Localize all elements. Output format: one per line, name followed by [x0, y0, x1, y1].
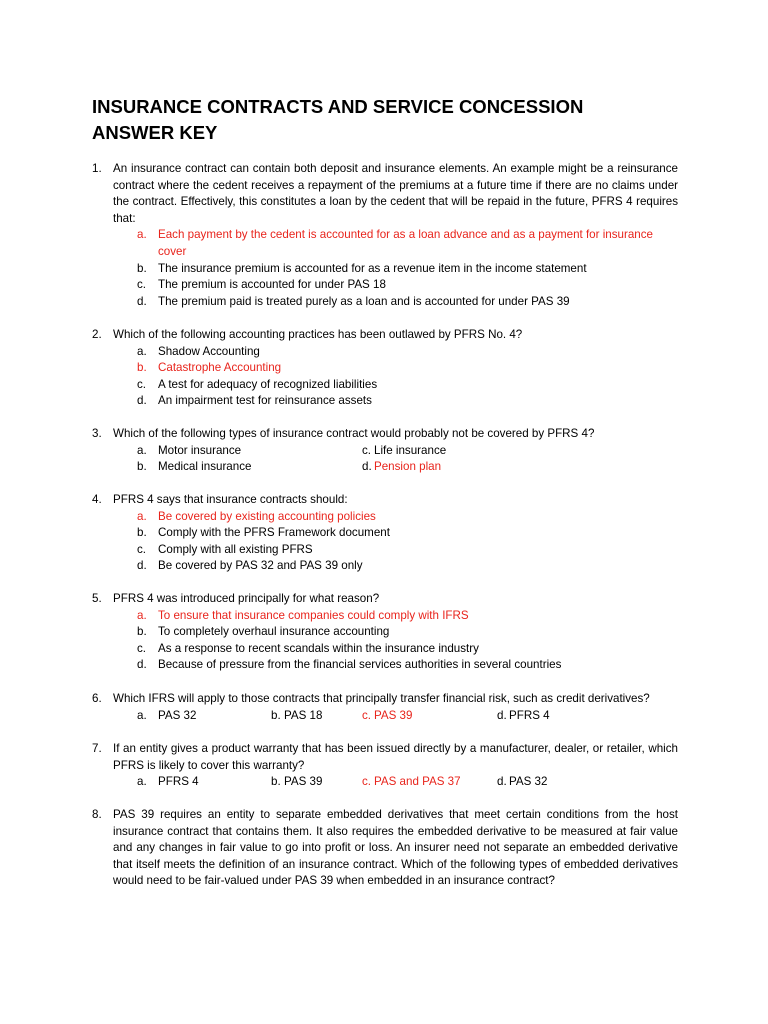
question-text: Which of the following types of insurance contract would probably not be covered by PFRS 4?	[113, 427, 595, 440]
option	[137, 261, 678, 278]
option-text: A test for adequacy of recognized liabilities	[158, 377, 378, 391]
option	[137, 558, 678, 575]
question-8	[92, 807, 678, 890]
option-text: The insurance premium is accounted for as a revenue item in the income statement	[158, 261, 587, 275]
option-text: Comply with the PFRS Framework document	[158, 526, 390, 540]
question-number: 2.	[92, 328, 102, 341]
options-list	[137, 608, 678, 674]
options-list	[137, 227, 678, 310]
question-2	[92, 327, 678, 410]
option-text: Life insurance	[374, 443, 447, 457]
option-letter: d.	[497, 775, 507, 789]
option	[137, 525, 678, 542]
question-number: 6.	[92, 692, 102, 705]
option	[137, 657, 678, 674]
question-1	[92, 161, 678, 310]
option-text-correct: PAS 39	[374, 708, 413, 722]
title-line-2: ANSWER KEY	[92, 122, 218, 143]
question-number: 4.	[92, 493, 102, 506]
title-line-1: INSURANCE CONTRACTS AND SERVICE CONCESSION	[92, 96, 584, 117]
option-text: Because of pressure from the financial services authorities in several countries	[158, 658, 562, 672]
option-letter: a.	[137, 509, 147, 523]
option-letter: c.	[137, 641, 147, 655]
options-inline	[137, 774, 678, 791]
option-correct	[137, 608, 678, 625]
option	[137, 624, 678, 641]
option-text: PFRS 4	[158, 775, 199, 789]
options-row	[137, 708, 678, 725]
option	[137, 377, 678, 394]
question-text: Which of the following accounting practices has been outlawed by PFRS No. 4?	[113, 328, 523, 341]
question-text: Which IFRS will apply to those contracts that principally transfer financial risk, such as credit derivatives?	[113, 692, 650, 705]
option-text: The premium paid is treated purely as a loan and is accounted for under PAS 39	[158, 294, 570, 308]
option-text: Shadow Accounting	[158, 344, 260, 358]
option-letter: b.	[137, 361, 147, 375]
option-letter: a.	[137, 344, 147, 358]
option-letter: c.	[137, 377, 147, 391]
option-text-correct: PAS and PAS 37	[374, 775, 461, 789]
option-text: Motor insurance	[158, 443, 242, 457]
option-text: Each payment by the cedent is accounted for as a loan advance and as a payment for insurance cover	[158, 228, 653, 258]
option-letter: c.	[362, 708, 372, 722]
question-text: PFRS 4 says that insurance contracts should:	[113, 493, 348, 506]
question-7	[92, 741, 678, 791]
option-text: PFRS 4	[509, 708, 550, 722]
question-3	[92, 426, 678, 476]
document-title	[92, 94, 583, 146]
option	[137, 294, 678, 311]
question-number: 7.	[92, 742, 102, 755]
options-row	[137, 443, 678, 460]
option-letter: d.	[137, 559, 147, 573]
options-list	[137, 344, 678, 410]
option	[137, 393, 678, 410]
options-list	[137, 509, 678, 575]
options-row	[137, 774, 678, 791]
question-text: An insurance contract can contain both deposit and insurance elements. An example might be a reinsurance contract where the cedent receives a repayment of the premiums at a future time if there are no claims under the contract. Effectively, this constitutes a loan by the cedent that will be repaid in the future, PFRS 4 requires that:	[113, 162, 678, 225]
option-letter: b.	[137, 625, 147, 639]
option-letter: d.	[137, 394, 147, 408]
question-number: 1.	[92, 162, 102, 175]
option-text: An impairment test for reinsurance assets	[158, 394, 372, 408]
option-letter: c.	[362, 443, 372, 457]
option-letter: a.	[137, 708, 147, 722]
option-letter: d.	[137, 294, 147, 308]
question-6	[92, 691, 678, 724]
option-text: To ensure that insurance companies could comply with IFRS	[158, 608, 469, 622]
option-letter: b.	[271, 708, 281, 722]
option-letter: d.	[497, 708, 507, 722]
option-letter: a.	[137, 443, 147, 457]
option-text: Medical insurance	[158, 460, 252, 474]
option-letter: a.	[137, 608, 147, 622]
option-text: Be covered by existing accounting policies	[158, 509, 376, 523]
question-text: PAS 39 requires an entity to separate embedded derivatives that meet certain conditions from the host insurance contract that contains them. It also requires the embedded derivative to be measured at fair value and any changes in fair value to go into profit or loss. An insurer need not separate an embedded derivative that itself meets the definition of an insurance contract. Which of the following types of embedded derivatives would need to be fair-valued under PAS 39 when embedded in an insurance contract?	[113, 808, 678, 888]
option-letter: c.	[137, 278, 147, 292]
option-text: PAS 39	[284, 775, 323, 789]
question-number: 3.	[92, 427, 102, 440]
option-letter: d.	[137, 658, 147, 672]
option-text: Comply with all existing PFRS	[158, 542, 313, 556]
options-inline	[137, 708, 678, 725]
option-letter: a.	[137, 228, 147, 242]
option	[137, 277, 678, 294]
question-number: 8.	[92, 808, 102, 821]
option	[137, 641, 678, 658]
option-text-correct: Pension plan	[374, 460, 442, 474]
option-text: To completely overhaul insurance accounting	[158, 625, 390, 639]
question-4	[92, 492, 678, 575]
option-text: The premium is accounted for under PAS 18	[158, 278, 386, 292]
option-text: PAS 32	[509, 775, 548, 789]
question-5	[92, 591, 678, 674]
question-text: PFRS 4 was introduced principally for what reason?	[113, 592, 380, 605]
question-number: 5.	[92, 592, 102, 605]
option-letter: b.	[137, 460, 147, 474]
option-letter: c.	[362, 775, 372, 789]
options-row	[137, 459, 678, 476]
option-letter: b.	[137, 261, 147, 275]
question-text: If an entity gives a product warranty that has been issued directly by a manufacturer, dealer, or retailer, which PFRS is likely to cover this warranty?	[113, 742, 678, 772]
option-letter: d.	[362, 460, 372, 474]
option	[137, 542, 678, 559]
option-letter: b.	[137, 526, 147, 540]
option-letter: a.	[137, 775, 147, 789]
option-correct	[137, 509, 678, 526]
option-text: PAS 32	[158, 708, 197, 722]
option-text: Catastrophe Accounting	[158, 361, 282, 375]
option-text: As a response to recent scandals within the insurance industry	[158, 641, 479, 655]
option-text: PAS 18	[284, 708, 323, 722]
options-grid	[137, 443, 678, 476]
option-correct	[137, 360, 678, 377]
option-text: Be covered by PAS 32 and PAS 39 only	[158, 559, 363, 573]
option-letter: b.	[271, 775, 281, 789]
option	[137, 344, 678, 361]
option-letter: c.	[137, 542, 147, 556]
option-correct	[137, 227, 678, 260]
